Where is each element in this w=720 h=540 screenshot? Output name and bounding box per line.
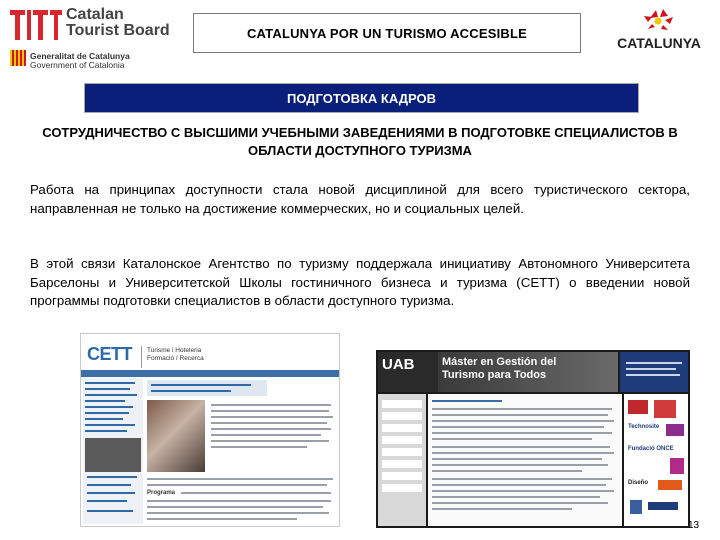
uab-banner-title <box>442 356 556 382</box>
cett-menu-item: Programa <box>147 490 176 496</box>
cett-website-screenshot <box>80 333 340 527</box>
sponsor-2: Fundació ONCE <box>628 446 674 452</box>
sponsor-3: Diseño <box>628 480 649 486</box>
catalunya-logo-text: CATALUNYA <box>617 35 701 51</box>
uab-master-website-screenshot <box>376 350 690 528</box>
catalan-tourist-board-logo <box>66 7 170 39</box>
gen-line2: Government of Catalonia <box>30 60 125 70</box>
ctb-line1: Catalan <box>66 6 124 23</box>
section-heading: ПОДГОТОВКА КАДРОВ <box>287 90 436 106</box>
catalunya-star-icon <box>644 9 673 30</box>
uab-banner-line2: Turismo para Todos <box>442 369 547 381</box>
cett-tagline-1: Turisme i Hoteleria <box>147 347 202 354</box>
uab-logo: UAB <box>382 356 415 373</box>
generalitat-logo-text <box>30 52 130 70</box>
gen-line1: Generalitat de Catalunya <box>30 51 130 61</box>
paragraph-2: В этой связи Каталонское Агентство по туризму поддержала инициативу Автономного Университета Барселоны и Университетской Школы гостиничного бизнеса и туризма (CETT) о введении новой программы подготовки специалистов в области доступного туризма. <box>30 256 690 308</box>
catalunya-logo <box>608 8 710 58</box>
ctb-line2: Tourist Board <box>66 22 170 39</box>
document-title: CATALUNYA POR UN TURISMO ACCESIBLE <box>246 25 528 41</box>
catalan-tourist-board-icon <box>10 10 62 40</box>
section-heading-bar <box>84 83 639 113</box>
document-title-box <box>193 13 581 53</box>
sponsor-1: Technosite <box>628 424 660 430</box>
generalitat-flag-icon <box>10 50 26 66</box>
uab-banner-line1: Máster en Gestión del <box>442 356 557 368</box>
page-number: 13 <box>688 520 700 531</box>
paragraph-1: Работа на принципах доступности стала новой дисциплиной для всего туристического сектора, направленная не только на достижение коммерческих, но и социальных целей. <box>30 182 690 216</box>
cett-tagline-2: Formació / Recerca <box>147 355 204 362</box>
cett-tagline <box>147 347 204 363</box>
section-subheading: СОТРУДНИЧЕСТВО С ВЫСШИМИ УЧЕБНЫМИ ЗАВЕДЕНИЯМИ В ПОДГОТОВКЕ СПЕЦИАЛИСТОВ В ОБЛАСТИ ДОСТУПНОГО ТУРИЗМА <box>42 125 678 158</box>
cett-logo: CETT <box>87 344 132 364</box>
